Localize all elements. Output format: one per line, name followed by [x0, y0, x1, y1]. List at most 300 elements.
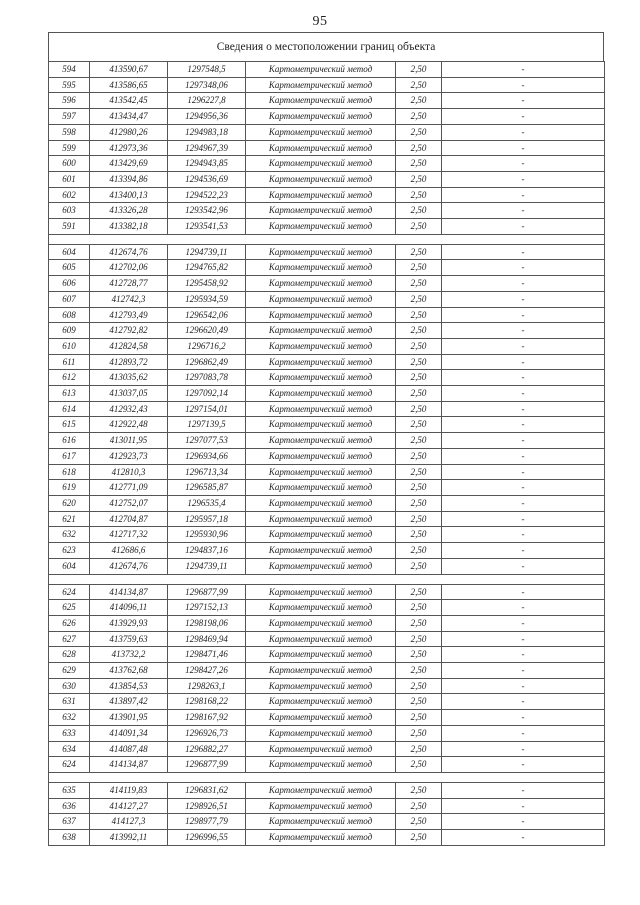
accuracy-cell: 2,50	[396, 543, 442, 559]
x-coordinate-cell: 413992,11	[90, 830, 168, 846]
method-cell: Картометрический метод	[246, 93, 396, 109]
y-coordinate-cell: 1294967,39	[168, 140, 246, 156]
point-number-cell: 619	[49, 480, 90, 496]
accuracy-cell: 2,50	[396, 464, 442, 480]
method-cell: Картометрический метод	[246, 401, 396, 417]
description-cell: -	[442, 219, 605, 235]
y-coordinate-cell: 1298471,46	[168, 647, 246, 663]
table-row	[49, 93, 605, 109]
table-row	[49, 615, 605, 631]
accuracy-cell: 2,50	[396, 124, 442, 140]
x-coordinate-cell: 412771,09	[90, 480, 168, 496]
accuracy-cell: 2,50	[396, 584, 442, 600]
method-cell: Картометрический метод	[246, 663, 396, 679]
method-cell: Картометрический метод	[246, 814, 396, 830]
accuracy-cell: 2,50	[396, 480, 442, 496]
x-coordinate-cell: 412980,26	[90, 124, 168, 140]
y-coordinate-cell: 1294943,85	[168, 156, 246, 172]
point-number-cell: 623	[49, 543, 90, 559]
point-number-cell: 637	[49, 814, 90, 830]
table-title: Сведения о местоположении границ объекта	[48, 32, 604, 61]
y-coordinate-cell: 1296877,99	[168, 757, 246, 773]
y-coordinate-cell: 1294983,18	[168, 124, 246, 140]
table-row	[49, 480, 605, 496]
x-coordinate-cell: 412742,3	[90, 291, 168, 307]
accuracy-cell: 2,50	[396, 782, 442, 798]
point-number-cell: 615	[49, 417, 90, 433]
accuracy-cell: 2,50	[396, 678, 442, 694]
table-row	[49, 782, 605, 798]
description-cell: -	[442, 631, 605, 647]
method-cell: Картометрический метод	[246, 631, 396, 647]
description-cell: -	[442, 124, 605, 140]
accuracy-cell: 2,50	[396, 600, 442, 616]
method-cell: Картометрический метод	[246, 710, 396, 726]
point-number-cell: 599	[49, 140, 90, 156]
accuracy-cell: 2,50	[396, 694, 442, 710]
method-cell: Картометрический метод	[246, 77, 396, 93]
method-cell: Картометрический метод	[246, 464, 396, 480]
description-cell: -	[442, 584, 605, 600]
table-row	[49, 757, 605, 773]
y-coordinate-cell: 1298167,92	[168, 710, 246, 726]
table-row	[49, 140, 605, 156]
description-cell: -	[442, 338, 605, 354]
accuracy-cell: 2,50	[396, 757, 442, 773]
table-row	[49, 631, 605, 647]
coordinates-table-body	[49, 62, 605, 846]
method-cell: Картометрический метод	[246, 558, 396, 574]
accuracy-cell: 2,50	[396, 710, 442, 726]
table-row	[49, 62, 605, 78]
description-cell: -	[442, 370, 605, 386]
point-number-cell: 601	[49, 171, 90, 187]
description-cell: -	[442, 203, 605, 219]
point-number-cell: 635	[49, 782, 90, 798]
boundary-table-sheet	[48, 32, 604, 846]
table-row	[49, 694, 605, 710]
description-cell: -	[442, 354, 605, 370]
description-cell: -	[442, 171, 605, 187]
table-row	[49, 495, 605, 511]
y-coordinate-cell: 1296877,99	[168, 584, 246, 600]
y-coordinate-cell: 1296926,73	[168, 725, 246, 741]
description-cell: -	[442, 307, 605, 323]
table-row	[49, 558, 605, 574]
point-number-cell: 604	[49, 558, 90, 574]
description-cell: -	[442, 782, 605, 798]
x-coordinate-cell: 412702,06	[90, 260, 168, 276]
y-coordinate-cell: 1295930,96	[168, 527, 246, 543]
point-number-cell: 632	[49, 710, 90, 726]
x-coordinate-cell: 413011,95	[90, 433, 168, 449]
x-coordinate-cell: 413897,42	[90, 694, 168, 710]
accuracy-cell: 2,50	[396, 741, 442, 757]
y-coordinate-cell: 1297348,06	[168, 77, 246, 93]
y-coordinate-cell: 1298263,1	[168, 678, 246, 694]
table-row	[49, 187, 605, 203]
method-cell: Картометрический метод	[246, 584, 396, 600]
y-coordinate-cell: 1294765,82	[168, 260, 246, 276]
table-row	[49, 814, 605, 830]
table-row	[49, 401, 605, 417]
y-coordinate-cell: 1296862,49	[168, 354, 246, 370]
x-coordinate-cell: 414127,27	[90, 798, 168, 814]
point-number-cell: 624	[49, 584, 90, 600]
x-coordinate-cell: 413035,62	[90, 370, 168, 386]
method-cell: Картометрический метод	[246, 386, 396, 402]
separator-row	[49, 234, 605, 244]
table-row	[49, 354, 605, 370]
method-cell: Картометрический метод	[246, 741, 396, 757]
x-coordinate-cell: 413732,2	[90, 647, 168, 663]
accuracy-cell: 2,50	[396, 558, 442, 574]
point-number-cell: 627	[49, 631, 90, 647]
y-coordinate-cell: 1296535,4	[168, 495, 246, 511]
table-row	[49, 109, 605, 125]
x-coordinate-cell: 412893,72	[90, 354, 168, 370]
accuracy-cell: 2,50	[396, 244, 442, 260]
method-cell: Картометрический метод	[246, 615, 396, 631]
accuracy-cell: 2,50	[396, 109, 442, 125]
x-coordinate-cell: 414134,87	[90, 757, 168, 773]
y-coordinate-cell: 1296227,8	[168, 93, 246, 109]
point-number-cell: 591	[49, 219, 90, 235]
description-cell: -	[442, 323, 605, 339]
point-number-cell: 629	[49, 663, 90, 679]
accuracy-cell: 2,50	[396, 291, 442, 307]
x-coordinate-cell: 413434,47	[90, 109, 168, 125]
method-cell: Картометрический метод	[246, 156, 396, 172]
table-row	[49, 276, 605, 292]
x-coordinate-cell: 413382,18	[90, 219, 168, 235]
point-number-cell: 636	[49, 798, 90, 814]
point-number-cell: 602	[49, 187, 90, 203]
table-row	[49, 323, 605, 339]
x-coordinate-cell: 414127,3	[90, 814, 168, 830]
description-cell: -	[442, 140, 605, 156]
x-coordinate-cell: 413901,95	[90, 710, 168, 726]
description-cell: -	[442, 464, 605, 480]
description-cell: -	[442, 495, 605, 511]
description-cell: -	[442, 710, 605, 726]
accuracy-cell: 2,50	[396, 495, 442, 511]
method-cell: Картометрический метод	[246, 543, 396, 559]
y-coordinate-cell: 1298427,26	[168, 663, 246, 679]
accuracy-cell: 2,50	[396, 615, 442, 631]
accuracy-cell: 2,50	[396, 219, 442, 235]
y-coordinate-cell: 1298926,51	[168, 798, 246, 814]
x-coordinate-cell: 412922,48	[90, 417, 168, 433]
description-cell: -	[442, 798, 605, 814]
accuracy-cell: 2,50	[396, 338, 442, 354]
y-coordinate-cell: 1296934,66	[168, 448, 246, 464]
point-number-cell: 595	[49, 77, 90, 93]
method-cell: Картометрический метод	[246, 647, 396, 663]
method-cell: Картометрический метод	[246, 495, 396, 511]
y-coordinate-cell: 1294837,16	[168, 543, 246, 559]
point-number-cell: 614	[49, 401, 90, 417]
description-cell: -	[442, 62, 605, 78]
table-row	[49, 124, 605, 140]
description-cell: -	[442, 647, 605, 663]
description-cell: -	[442, 386, 605, 402]
point-number-cell: 626	[49, 615, 90, 631]
method-cell: Картометрический метод	[246, 480, 396, 496]
description-cell: -	[442, 600, 605, 616]
x-coordinate-cell: 412932,43	[90, 401, 168, 417]
accuracy-cell: 2,50	[396, 140, 442, 156]
table-row	[49, 543, 605, 559]
accuracy-cell: 2,50	[396, 647, 442, 663]
method-cell: Картометрический метод	[246, 527, 396, 543]
x-coordinate-cell: 413542,45	[90, 93, 168, 109]
x-coordinate-cell: 413854,53	[90, 678, 168, 694]
method-cell: Картометрический метод	[246, 757, 396, 773]
point-number-cell: 624	[49, 757, 90, 773]
x-coordinate-cell: 413586,65	[90, 77, 168, 93]
table-row	[49, 386, 605, 402]
table-row	[49, 171, 605, 187]
point-number-cell: 611	[49, 354, 90, 370]
separator-cell	[49, 234, 605, 244]
description-cell: -	[442, 527, 605, 543]
table-row	[49, 464, 605, 480]
separator-cell	[49, 772, 605, 782]
point-number-cell: 613	[49, 386, 90, 402]
method-cell: Картометрический метод	[246, 511, 396, 527]
table-row	[49, 741, 605, 757]
table-row	[49, 244, 605, 260]
y-coordinate-cell: 1298168,22	[168, 694, 246, 710]
point-number-cell: 608	[49, 307, 90, 323]
description-cell: -	[442, 741, 605, 757]
x-coordinate-cell: 414119,83	[90, 782, 168, 798]
x-coordinate-cell: 413429,69	[90, 156, 168, 172]
accuracy-cell: 2,50	[396, 401, 442, 417]
y-coordinate-cell: 1297152,13	[168, 600, 246, 616]
table-row	[49, 338, 605, 354]
y-coordinate-cell: 1297139,5	[168, 417, 246, 433]
y-coordinate-cell: 1296831,62	[168, 782, 246, 798]
accuracy-cell: 2,50	[396, 156, 442, 172]
method-cell: Картометрический метод	[246, 291, 396, 307]
method-cell: Картометрический метод	[246, 323, 396, 339]
separator-cell	[49, 574, 605, 584]
accuracy-cell: 2,50	[396, 830, 442, 846]
coordinates-table	[48, 61, 605, 846]
description-cell: -	[442, 187, 605, 203]
point-number-cell: 594	[49, 62, 90, 78]
x-coordinate-cell: 414096,11	[90, 600, 168, 616]
accuracy-cell: 2,50	[396, 307, 442, 323]
description-cell: -	[442, 694, 605, 710]
table-row	[49, 203, 605, 219]
point-number-cell: 621	[49, 511, 90, 527]
x-coordinate-cell: 414087,48	[90, 741, 168, 757]
point-number-cell: 632	[49, 527, 90, 543]
point-number-cell: 607	[49, 291, 90, 307]
method-cell: Картометрический метод	[246, 370, 396, 386]
x-coordinate-cell: 414091,34	[90, 725, 168, 741]
method-cell: Картометрический метод	[246, 109, 396, 125]
accuracy-cell: 2,50	[396, 725, 442, 741]
accuracy-cell: 2,50	[396, 798, 442, 814]
description-cell: -	[442, 615, 605, 631]
y-coordinate-cell: 1293542,96	[168, 203, 246, 219]
table-row	[49, 584, 605, 600]
description-cell: -	[442, 260, 605, 276]
y-coordinate-cell: 1297548,5	[168, 62, 246, 78]
method-cell: Картометрический метод	[246, 244, 396, 260]
table-row	[49, 647, 605, 663]
point-number-cell: 617	[49, 448, 90, 464]
table-row	[49, 678, 605, 694]
x-coordinate-cell: 413400,13	[90, 187, 168, 203]
point-number-cell: 618	[49, 464, 90, 480]
accuracy-cell: 2,50	[396, 203, 442, 219]
x-coordinate-cell: 413590,67	[90, 62, 168, 78]
method-cell: Картометрический метод	[246, 338, 396, 354]
table-row	[49, 600, 605, 616]
point-number-cell: 625	[49, 600, 90, 616]
table-row	[49, 798, 605, 814]
table-row	[49, 725, 605, 741]
description-cell: -	[442, 77, 605, 93]
separator-row	[49, 574, 605, 584]
method-cell: Картометрический метод	[246, 260, 396, 276]
point-number-cell: 620	[49, 495, 90, 511]
point-number-cell: 633	[49, 725, 90, 741]
point-number-cell: 616	[49, 433, 90, 449]
point-number-cell: 628	[49, 647, 90, 663]
x-coordinate-cell: 412793,49	[90, 307, 168, 323]
x-coordinate-cell: 413929,93	[90, 615, 168, 631]
y-coordinate-cell: 1297154,01	[168, 401, 246, 417]
y-coordinate-cell: 1294522,23	[168, 187, 246, 203]
description-cell: -	[442, 511, 605, 527]
table-row	[49, 219, 605, 235]
description-cell: -	[442, 93, 605, 109]
table-row	[49, 511, 605, 527]
y-coordinate-cell: 1296585,87	[168, 480, 246, 496]
x-coordinate-cell: 412923,73	[90, 448, 168, 464]
table-row	[49, 830, 605, 846]
x-coordinate-cell: 412752,07	[90, 495, 168, 511]
accuracy-cell: 2,50	[396, 370, 442, 386]
x-coordinate-cell: 413394,86	[90, 171, 168, 187]
accuracy-cell: 2,50	[396, 62, 442, 78]
method-cell: Картометрический метод	[246, 725, 396, 741]
method-cell: Картометрический метод	[246, 678, 396, 694]
accuracy-cell: 2,50	[396, 663, 442, 679]
x-coordinate-cell: 413762,68	[90, 663, 168, 679]
method-cell: Картометрический метод	[246, 798, 396, 814]
description-cell: -	[442, 433, 605, 449]
y-coordinate-cell: 1296542,06	[168, 307, 246, 323]
method-cell: Картометрический метод	[246, 124, 396, 140]
method-cell: Картометрический метод	[246, 62, 396, 78]
y-coordinate-cell: 1294536,69	[168, 171, 246, 187]
description-cell: -	[442, 417, 605, 433]
accuracy-cell: 2,50	[396, 93, 442, 109]
table-row	[49, 156, 605, 172]
accuracy-cell: 2,50	[396, 527, 442, 543]
table-row	[49, 370, 605, 386]
method-cell: Картометрический метод	[246, 187, 396, 203]
accuracy-cell: 2,50	[396, 276, 442, 292]
description-cell: -	[442, 480, 605, 496]
description-cell: -	[442, 448, 605, 464]
y-coordinate-cell: 1298469,94	[168, 631, 246, 647]
x-coordinate-cell: 413759,63	[90, 631, 168, 647]
point-number-cell: 638	[49, 830, 90, 846]
accuracy-cell: 2,50	[396, 417, 442, 433]
description-cell: -	[442, 558, 605, 574]
accuracy-cell: 2,50	[396, 171, 442, 187]
description-cell: -	[442, 543, 605, 559]
description-cell: -	[442, 663, 605, 679]
method-cell: Картометрический метод	[246, 433, 396, 449]
y-coordinate-cell: 1296713,34	[168, 464, 246, 480]
table-row	[49, 433, 605, 449]
table-row	[49, 77, 605, 93]
point-number-cell: 597	[49, 109, 90, 125]
y-coordinate-cell: 1294956,36	[168, 109, 246, 125]
y-coordinate-cell: 1294739,11	[168, 558, 246, 574]
point-number-cell: 604	[49, 244, 90, 260]
method-cell: Картометрический метод	[246, 448, 396, 464]
accuracy-cell: 2,50	[396, 260, 442, 276]
accuracy-cell: 2,50	[396, 354, 442, 370]
y-coordinate-cell: 1296620,49	[168, 323, 246, 339]
table-row	[49, 307, 605, 323]
point-number-cell: 630	[49, 678, 90, 694]
y-coordinate-cell: 1297083,78	[168, 370, 246, 386]
y-coordinate-cell: 1298977,79	[168, 814, 246, 830]
method-cell: Картометрический метод	[246, 307, 396, 323]
y-coordinate-cell: 1294739,11	[168, 244, 246, 260]
point-number-cell: 603	[49, 203, 90, 219]
method-cell: Картометрический метод	[246, 140, 396, 156]
table-row	[49, 291, 605, 307]
accuracy-cell: 2,50	[396, 448, 442, 464]
point-number-cell: 606	[49, 276, 90, 292]
accuracy-cell: 2,50	[396, 511, 442, 527]
description-cell: -	[442, 109, 605, 125]
x-coordinate-cell: 412686,6	[90, 543, 168, 559]
method-cell: Картометрический метод	[246, 830, 396, 846]
y-coordinate-cell: 1293541,53	[168, 219, 246, 235]
description-cell: -	[442, 678, 605, 694]
accuracy-cell: 2,50	[396, 187, 442, 203]
description-cell: -	[442, 830, 605, 846]
x-coordinate-cell: 413037,05	[90, 386, 168, 402]
y-coordinate-cell: 1295934,59	[168, 291, 246, 307]
method-cell: Картометрический метод	[246, 354, 396, 370]
x-coordinate-cell: 412717,32	[90, 527, 168, 543]
accuracy-cell: 2,50	[396, 814, 442, 830]
y-coordinate-cell: 1295458,92	[168, 276, 246, 292]
y-coordinate-cell: 1297092,14	[168, 386, 246, 402]
description-cell: -	[442, 757, 605, 773]
x-coordinate-cell: 414134,87	[90, 584, 168, 600]
accuracy-cell: 2,50	[396, 386, 442, 402]
accuracy-cell: 2,50	[396, 631, 442, 647]
y-coordinate-cell: 1295957,18	[168, 511, 246, 527]
x-coordinate-cell: 412824,58	[90, 338, 168, 354]
method-cell: Картометрический метод	[246, 276, 396, 292]
